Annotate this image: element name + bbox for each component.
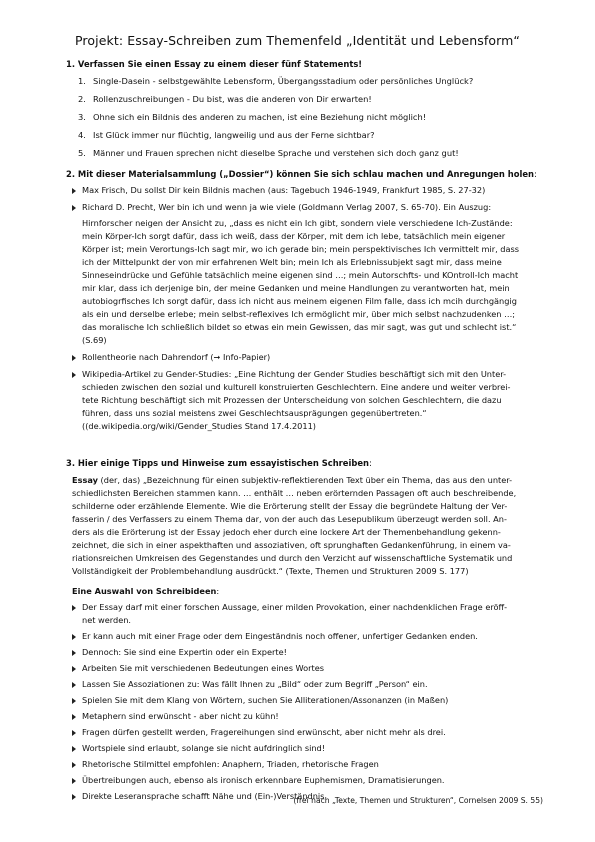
- bullet-arrow-icon: [72, 698, 76, 704]
- heading-colon: :: [216, 586, 220, 596]
- bullet-arrow-icon: [72, 666, 76, 672]
- bullet-arrow-icon: [72, 205, 76, 211]
- item-text: Ohne sich ein Bildnis des anderen zu machen, ist eine Beziehung nicht möglich!: [93, 112, 427, 122]
- section1-heading: [66, 59, 362, 69]
- item-text: Er kann auch mit einer Frage oder dem Eingeständnis noch offener, unfertiger Gedanken enden.: [82, 631, 478, 641]
- list-item: [78, 147, 473, 165]
- precht-quote: Hirnforscher neigen der Ansicht zu, „dass es nicht ein Ich gibt, sondern viele verschiedene Ich-Zustände: mein Körper-Ich sorgt dafür, dass ich weiß, dass der Körper, mit dem ich lebe, tatsächlich mein eigener Körper ist; mein Verortungs-Ich sagt mir, wo ich gerade bin; mein perspektivisches Ich vermittelt mir, dass ich der Mittelpunkt der von mir erfahrenen Welt bin; mein Ich als Erlebnissubjekt sagt mir, dass meine Sinneseindrücke und Gefühle tatsächlich meine eigenen sind …; mein Autorschfts- und KOntroll-Ich macht mir klar, dass ich derjenige bin, der meine Gedanken und meine Handlungen zu verantworten hat, mein autobiogrfisches Ich sorgt dafür, dass ich nicht aus meinem eigenen Film falle, dass ich mcih durchgängig als ein und derselbe erlebe; mein selbst-reflexives Ich ermöglicht mir, über mich selbst nachzudenken …; das moralische Ich schließlich bildet so etwas ein mein Gewissen, das mir sagt, was gut und schlecht ist.“ (S.69): [82, 218, 520, 345]
- item-text: Single-Dasein - selbstgewählte Lebensform, Übergangsstadium oder persönliches Unglück?: [93, 76, 474, 86]
- item-text: Lassen Sie Assoziationen zu: Was fällt Ihnen zu „Bild“ oder zum Begriff „Person“ ein.: [82, 679, 428, 689]
- list-item: [72, 601, 542, 627]
- list-item: [72, 351, 542, 364]
- list-item: [72, 726, 542, 739]
- section3-heading-text: 3. Hier einige Tipps und Hinweise zum essayistischen Schreiben: [66, 458, 369, 468]
- list-item: [72, 630, 542, 643]
- bullet-arrow-icon: [72, 355, 76, 361]
- list-item: [78, 129, 473, 147]
- bullet-arrow-icon: [72, 634, 76, 640]
- item-text: Direkte Leseransprache schafft Nähe und (Ein-)Verständnis: [82, 791, 325, 801]
- item-text: Ist Glück immer nur flüchtig, langweilig und aus der Ferne sichtbar?: [93, 130, 375, 140]
- material-list: [72, 184, 542, 433]
- item-text: Dennoch: Sie sind eine Expertin oder ein Experte!: [82, 647, 287, 657]
- list-item: [72, 662, 542, 675]
- bullet-arrow-icon: [72, 778, 76, 784]
- item-text: Richard D. Precht, Wer bin ich und wenn ja wie viele (Goldmann Verlag 2007, S. 65-70). Ein Auszug:: [82, 202, 492, 212]
- ideas-subheading: [72, 586, 219, 596]
- list-item: [78, 111, 473, 129]
- item-text: Übertreibungen auch, ebenso als ironisch erkennbare Euphemismen, Dramatisierungen.: [82, 775, 445, 785]
- heading-colon: :: [533, 169, 537, 179]
- bullet-arrow-icon: [72, 682, 76, 688]
- essay-definition: [72, 474, 550, 578]
- list-item: [72, 774, 542, 787]
- item-number: 2.: [78, 94, 86, 104]
- bullet-arrow-icon: [72, 188, 76, 194]
- item-number: 5.: [78, 148, 86, 158]
- section2-heading-text: 2. Mit dieser Materialsammlung („Dossier“) können Sie sich schlau machen und Anregungen holen: [66, 169, 534, 179]
- statements-list: [78, 75, 473, 165]
- list-item: [78, 75, 473, 93]
- item-number: 3.: [78, 112, 86, 122]
- item-text: Rhetorische Stilmittel empfohlen: Anaphern, Triaden, rhetorische Fragen: [82, 759, 379, 769]
- item-text: Fragen dürfen gestellt werden, Fragereihungen sind erwünscht, aber nicht mehr als drei.: [82, 727, 446, 737]
- item-text: Wikipedia-Artikel zu Gender-Studies: „Eine Richtung der Gender Studies beschäftigt sich mit den Unter- schieden zwischen den sozial und kulturell konstruierten Geschlechtern. Eine andere und weiter verbrei- tete Richtung beschäftigt sich mit Prozessen der Unterscheidung von solchen Geschlechtern, die dazu führen, dass uns sozial meistens zwei Geschlechtsausprägungen gegenübertreten.“ ((de.wikipedia.org/wiki/Gender_Studies Stand 17.4.2011): [82, 369, 511, 431]
- list-item: [72, 758, 542, 771]
- item-text: Rollenzuschreibungen - Du bist, was die anderen von Dir erwarten!: [93, 94, 372, 104]
- bullet-arrow-icon: [72, 650, 76, 656]
- section1-heading-text: 1. Verfassen Sie einen Essay zu einem dieser fünf Statements!: [66, 59, 363, 69]
- bullet-arrow-icon: [72, 746, 76, 752]
- list-item: [72, 742, 542, 755]
- writing-ideas-list: [72, 601, 542, 803]
- list-item: [72, 368, 542, 433]
- item-text: Spielen Sie mit dem Klang von Wörtern, suchen Sie Alliterationen/Assonanzen (in Maßen): [82, 695, 449, 705]
- ideas-subheading-text: Eine Auswahl von Schreibideen: [72, 586, 217, 596]
- bullet-arrow-icon: [72, 762, 76, 768]
- bullet-arrow-icon: [72, 605, 76, 611]
- list-item: [72, 678, 542, 691]
- item-text: Wortspiele sind erlaubt, solange sie nicht aufdringlich sind!: [82, 743, 326, 753]
- item-text: Metaphern sind erwünscht - aber nicht zu kühn!: [82, 711, 279, 721]
- bullet-arrow-icon: [72, 372, 76, 378]
- item-text: Rollentheorie nach Dahrendorf (➞ Info-Papier): [82, 352, 271, 362]
- essay-term: Essay: [72, 475, 98, 485]
- item-text: Max Frisch, Du sollst Dir kein Bildnis machen (aus: Tagebuch 1946-1949, Frankfurt 1985, S. 27-32): [82, 185, 486, 195]
- source-citation: (frei nach „Texte, Themen und Strukturen“, Cornelsen 2009 S. 55): [293, 796, 543, 805]
- section2-heading: [66, 169, 537, 179]
- list-item: [72, 201, 542, 347]
- list-item: [72, 646, 542, 659]
- item-number: 4.: [78, 130, 86, 140]
- list-item: [72, 184, 542, 197]
- page-title: Projekt: Essay-Schreiben zum Themenfeld „Identität und Lebensform“: [75, 33, 520, 48]
- bullet-arrow-icon: [72, 714, 76, 720]
- item-number: 1.: [78, 76, 86, 86]
- section3-heading: [66, 458, 372, 468]
- bullet-arrow-icon: [72, 730, 76, 736]
- list-item: [72, 694, 542, 707]
- item-text: Der Essay darf mit einer forschen Aussage, einer milden Provokation, einer nachdenklichen Frage eröff- net werden.: [82, 602, 508, 625]
- essay-definition-text: (der, das) „Bezeichnung für einen subjektiv-reflektierenden Text über ein Thema, das aus den unter- schiedlichsten Bereichen stammen kann. … enthält … neben erörternden Passagen oft auch beschreibende, schilderne oder erzählende Elemente. Wie die Erörterung stellt der Essay die begründete Haltung der Ver- fasserin / des Verfassers zu einem Thema dar, von der auch das Lesepublikum überzeugt werden soll. An- ders als die Erörterung ist der Essay jedoch eher durch eine lockere Art der Themenbehandlung gekenn- zeichnet, die sich in einer aspekthaften und assoziativen, oft sprunghaften Gedankenführung, in einem va- riationsreichen Umkreisen des Gegenstandes und durch den Verzicht auf wissenschaftliche Systematik und Vollständigkeit der Problembehandlung ausdrückt.“ (Texte, Themen und Strukturen 2009 S. 177): [72, 475, 517, 576]
- item-text: Männer und Frauen sprechen nicht dieselbe Sprache und verstehen sich doch ganz gut!: [93, 148, 459, 158]
- list-item: [72, 710, 542, 723]
- list-item: [78, 93, 473, 111]
- heading-colon: :: [368, 458, 372, 468]
- item-text: Arbeiten Sie mit verschiedenen Bedeutungen eines Wortes: [82, 663, 325, 673]
